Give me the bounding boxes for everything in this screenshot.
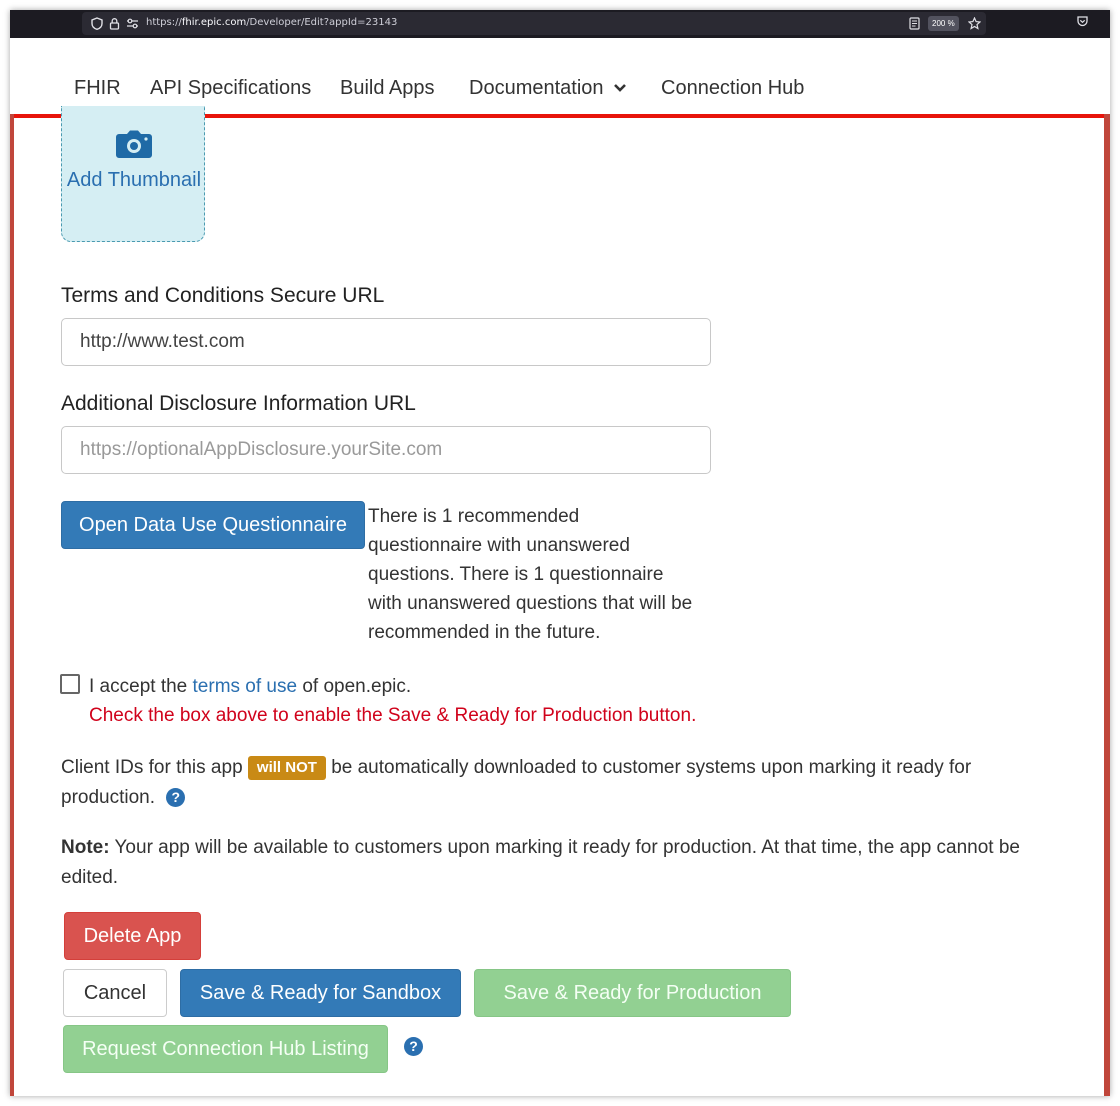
client-ids-notice [61, 753, 1051, 813]
browser-toolbar [10, 10, 1110, 38]
pocket-icon[interactable] [1076, 15, 1089, 28]
nav-item-documentation[interactable] [469, 76, 627, 100]
bookmark-star-icon[interactable] [968, 17, 981, 30]
nav-item-build-apps[interactable]: Build Apps [340, 77, 435, 99]
nav-item-api-specifications[interactable]: API Specifications [150, 77, 312, 99]
site-nav [10, 38, 1110, 114]
permissions-icon[interactable] [126, 17, 139, 30]
client-ids-suffix: be automatically downloaded to customer systems upon marking it ready for production. [61, 757, 972, 808]
nav-item-connection-hub[interactable]: Connection Hub [661, 77, 805, 99]
lock-icon[interactable] [108, 17, 121, 30]
add-thumbnail-dropzone[interactable] [61, 106, 205, 242]
save-ready-production-button[interactable]: Save & Ready for Production [474, 969, 791, 1017]
shield-icon[interactable] [90, 17, 103, 30]
disclosure-url-input[interactable] [61, 426, 711, 474]
help-icon[interactable]: ? [404, 1037, 423, 1056]
terms-url-input[interactable] [61, 318, 711, 366]
url-text[interactable] [146, 17, 397, 28]
questionnaire-status: There is 1 recommended questionnaire with unanswered questions. There is 1 questionnaire with unanswered questions that will be recommended in the future. [368, 506, 693, 643]
accept-terms-label [89, 676, 411, 698]
delete-app-button[interactable]: Delete App [64, 912, 201, 960]
disclosure-url-label: Additional Disclosure Information URL [61, 392, 416, 415]
cancel-button[interactable]: Cancel [63, 969, 167, 1017]
camera-icon [116, 130, 152, 158]
content-border-right [1104, 114, 1110, 1096]
chevron-down-icon [613, 82, 627, 94]
save-ready-sandbox-button[interactable]: Save & Ready for Sandbox [180, 969, 461, 1017]
address-bar[interactable] [82, 12, 986, 35]
nav-item-fhir[interactable]: FHIR [74, 77, 121, 99]
note-text: Your app will be available to customers upon marking it ready for production. At that time, the app cannot be edited. [61, 837, 1020, 888]
nav-item-documentation-label: Documentation [469, 77, 604, 99]
content-border-left [10, 114, 14, 1096]
url-domain: fhir.epic.com [181, 17, 247, 28]
terms-of-use-link[interactable]: terms of use [192, 676, 298, 697]
reader-view-icon[interactable] [908, 17, 921, 30]
help-icon[interactable]: ? [166, 788, 185, 807]
client-ids-prefix: Client IDs for this app [61, 757, 243, 778]
production-note [61, 833, 1051, 893]
zoom-level[interactable]: 200 % [928, 16, 959, 31]
url-path: /Developer/Edit?appId=23143 [246, 17, 398, 28]
accept-terms-checkbox[interactable] [60, 674, 80, 694]
accept-terms-warning: Check the box above to enable the Save & Ready for Production button. [89, 705, 697, 726]
terms-url-label: Terms and Conditions Secure URL [61, 284, 385, 307]
accept-terms-prefix: I accept the [89, 676, 188, 697]
accept-terms-suffix: of open.epic. [302, 676, 412, 697]
request-connection-hub-listing-button[interactable]: Request Connection Hub Listing [63, 1025, 388, 1073]
add-thumbnail-label: Add Thumbnail [66, 169, 202, 191]
note-label: Note: [61, 837, 110, 858]
url-prefix: https:// [146, 17, 182, 28]
open-questionnaire-button[interactable]: Open Data Use Questionnaire [61, 501, 365, 549]
will-not-badge: will NOT [248, 756, 326, 780]
browser-window [10, 10, 1110, 1096]
